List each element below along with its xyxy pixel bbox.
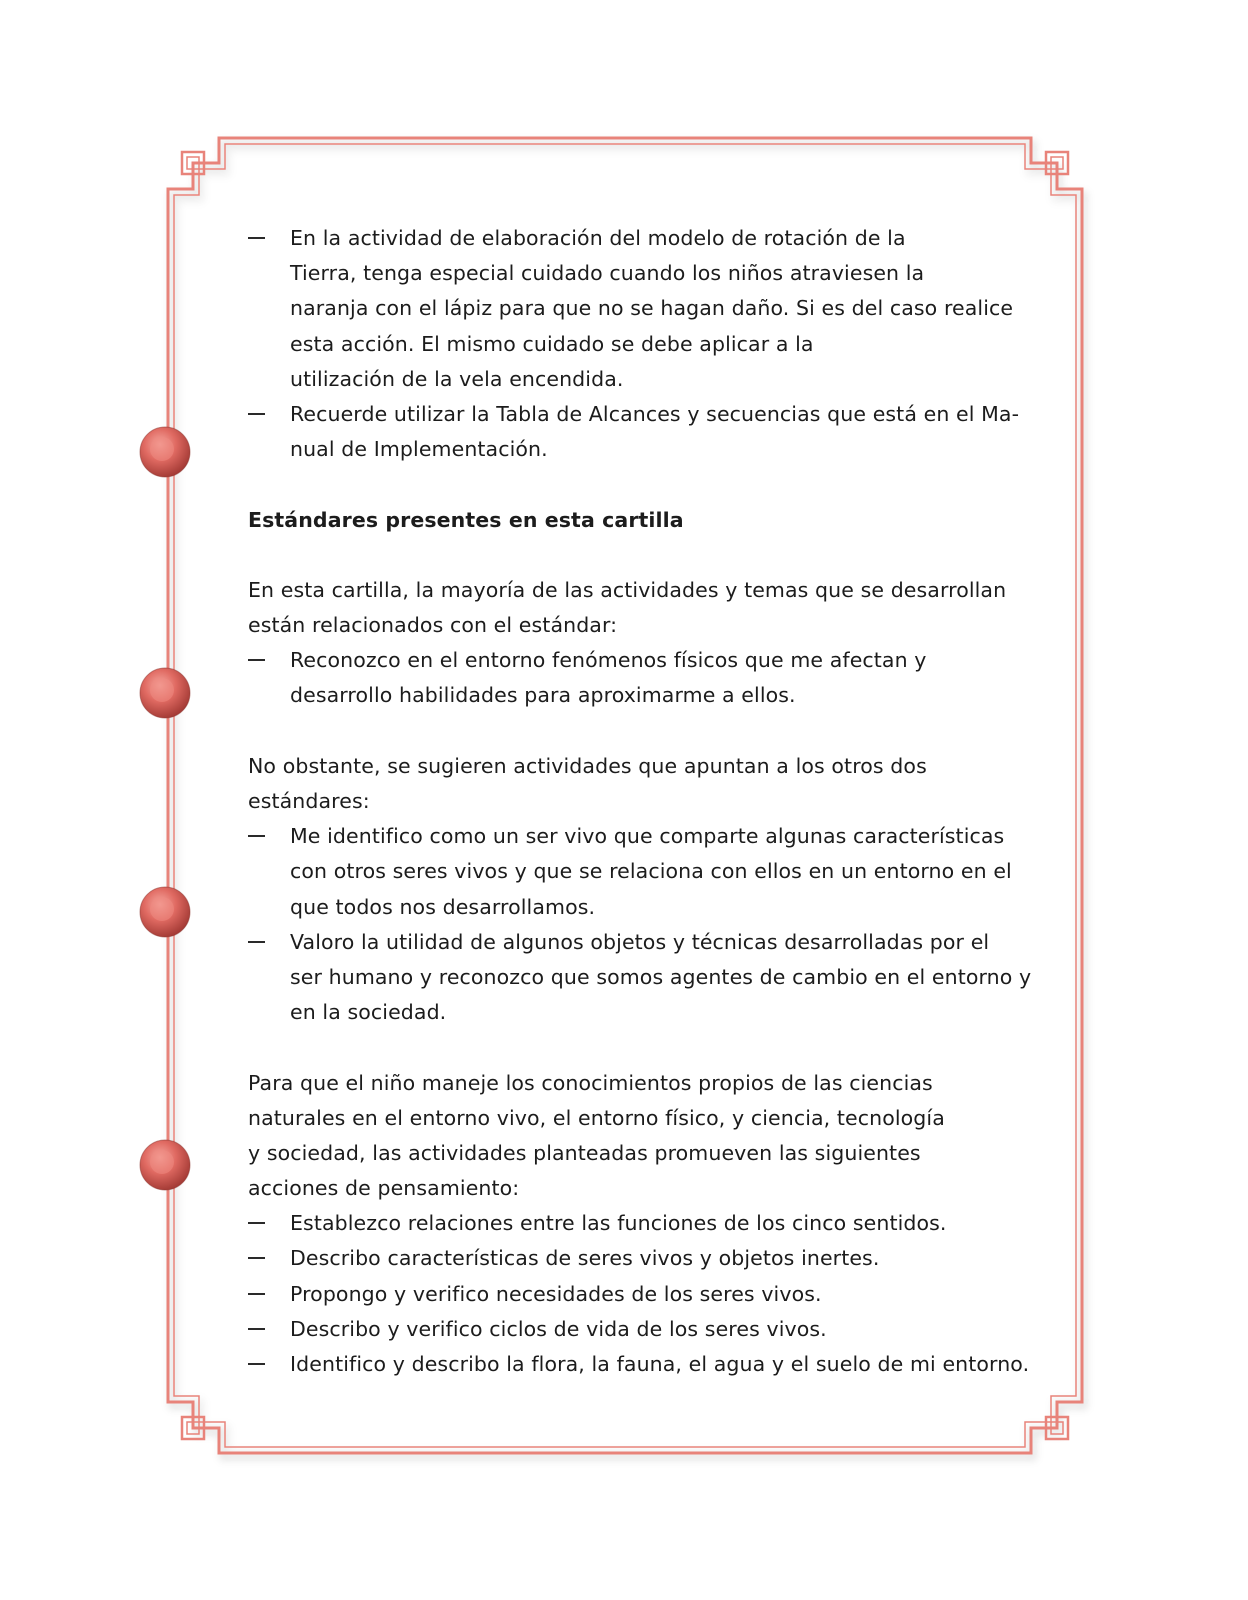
text-line: Me identifico como un ser vivo que comparte algunas características — [290, 824, 1005, 849]
dash-bullet — [248, 1222, 265, 1224]
dash-bullet — [248, 941, 265, 943]
text-line: y sociedad, las actividades planteadas promueven las siguientes — [248, 1140, 921, 1165]
text-line: Describo características de seres vivos y objetos inertes. — [290, 1246, 880, 1271]
dash-bullet — [248, 1363, 265, 1365]
text-line: esta acción. El mismo cuidado se debe aplicar a la — [290, 331, 814, 356]
text-line: No obstante, se sugieren actividades que apuntan a los otros dos — [248, 753, 927, 778]
dash-bullet — [248, 1257, 265, 1259]
list-item — [248, 819, 1012, 925]
list-item — [248, 1241, 1008, 1276]
safety-notes-list — [248, 221, 1020, 467]
text-line: Recuerde utilizar la Tabla de Alcances y secuencias que está en el Ma- — [290, 401, 1020, 426]
thinking-actions-list — [248, 1206, 1030, 1382]
paragraph-thinking-actions — [248, 1066, 1008, 1207]
text-line: ser humano y reconozco que somos agentes de cambio en el entorno y — [290, 964, 1032, 989]
list-item — [248, 643, 1008, 713]
dash-bullet — [248, 659, 265, 661]
standard-list — [248, 643, 1008, 713]
dash-bullet — [248, 413, 265, 415]
text-line: Valoro la utilidad de algunos objetos y técnicas desarrolladas por el — [290, 929, 990, 954]
list-item — [248, 1312, 1008, 1347]
text-line: naturales en el entorno vivo, el entorno físico, y ciencia, tecnología — [248, 1105, 945, 1130]
paragraph-standard-intro — [248, 573, 1008, 643]
dash-bullet — [248, 835, 265, 837]
text-line: Tierra, tenga especial cuidado cuando los niños atraviesen la — [290, 261, 925, 286]
bead-1 — [140, 427, 190, 477]
dash-bullet — [248, 1328, 265, 1330]
text-line: En la actividad de elaboración del modelo de rotación de la — [290, 226, 906, 250]
text-line: con otros seres vivos y que se relaciona con ellos en un entorno en el — [290, 859, 1012, 884]
text-line: Propongo y verifico necesidades de los seres vivos. — [290, 1281, 822, 1306]
bead-4 — [140, 1140, 190, 1190]
other-standards-list — [248, 819, 1032, 1030]
text-line: desarrollo habilidades para aproximarme a ellos. — [290, 683, 796, 708]
text-line: Reconozco en el entorno fenómenos físicos que me afectan y — [290, 648, 927, 673]
page-body — [248, 221, 1032, 1382]
list-item — [248, 925, 1032, 1031]
list-item — [248, 1347, 1030, 1382]
dash-bullet — [248, 237, 265, 239]
text-line: En esta cartilla, la mayoría de las actividades y temas que se desarrollan — [248, 577, 1007, 602]
dash-bullet — [248, 1293, 265, 1295]
text-line: acciones de pensamiento: — [248, 1176, 520, 1201]
list-item — [248, 1277, 1008, 1312]
text-line: naranja con el lápiz para que no se hagan daño. Si es del caso realice — [290, 296, 1014, 321]
text-line: estándares: — [248, 789, 370, 813]
text-line: que todos nos desarrollamos. — [290, 894, 596, 919]
text-line: nual de Implementación. — [290, 437, 548, 462]
list-item — [248, 1206, 1008, 1241]
text-line: Establezco relaciones entre las funciones de los cinco sentidos. — [290, 1211, 947, 1236]
text-line: están relacionados con el estándar: — [248, 613, 618, 638]
list-item — [248, 221, 1014, 397]
bead-3 — [140, 887, 190, 937]
text-line: Identifico y describo la flora, la fauna, el agua y el suelo de mi entorno. — [290, 1352, 1030, 1376]
bead-2 — [140, 668, 190, 718]
list-item — [248, 397, 1020, 467]
text-line: Para que el niño maneje los conocimientos propios de las ciencias — [248, 1070, 933, 1095]
text-line: en la sociedad. — [290, 1000, 447, 1025]
paragraph-other-standards — [248, 749, 1008, 819]
section-heading: Estándares presentes en esta cartilla — [248, 507, 684, 532]
text-line: Describo y verifico ciclos de vida de los seres vivos. — [290, 1316, 827, 1341]
text-line: utilización de la vela encendida. — [290, 366, 624, 391]
